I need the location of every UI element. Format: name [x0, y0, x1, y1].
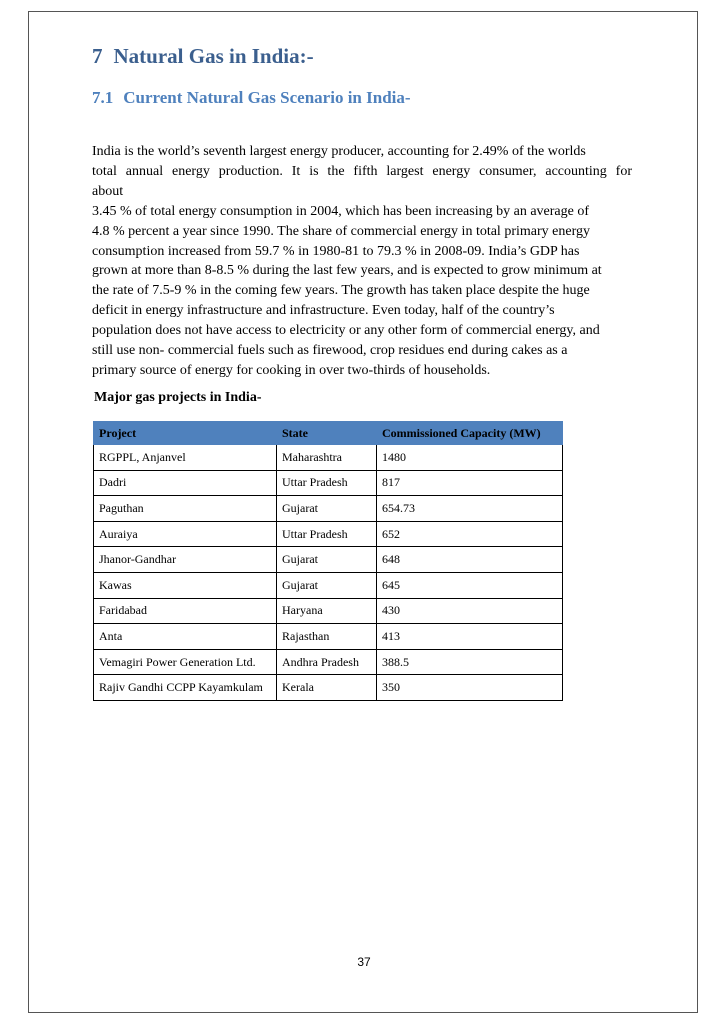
- cell-state: Gujarat: [277, 496, 377, 522]
- paragraph-line: total annual energy production. It is the fifth largest energy consumer, accounting for: [92, 163, 632, 179]
- table-row: [94, 496, 563, 522]
- paragraph-line: about: [92, 183, 124, 199]
- cell-project: Paguthan: [94, 496, 277, 522]
- paragraph-line: consumption increased from 59.7 % in 1980-81 to 79.3 % in 2008-09. India’s GDP has: [92, 243, 580, 259]
- subsection-heading: [92, 88, 411, 108]
- paragraph-line: primary source of energy for cooking in over two-thirds of households.: [92, 362, 491, 378]
- cell-project: Faridabad: [94, 598, 277, 624]
- header-capacity: Commissioned Capacity (MW): [377, 422, 563, 445]
- cell-project: Rajiv Gandhi CCPP Kayamkulam: [94, 675, 277, 701]
- table-row: [94, 624, 563, 650]
- cell-state: Uttar Pradesh: [277, 470, 377, 496]
- cell-state: Rajasthan: [277, 624, 377, 650]
- cell-capacity: 350: [377, 675, 563, 701]
- paragraph-line: grown at more than 8-8.5 % during the last few years, and is expected to grow minimum at: [92, 263, 602, 279]
- cell-project: Vemagiri Power Generation Ltd.: [94, 649, 277, 675]
- section-number: 7: [92, 44, 103, 68]
- table-row: [94, 649, 563, 675]
- cell-project: Kawas: [94, 572, 277, 598]
- cell-capacity: 648: [377, 547, 563, 573]
- paragraph-line: deficit in energy infrastructure and infrastructure. Even today, half of the country’s: [92, 303, 555, 319]
- cell-project: RGPPL, Anjanvel: [94, 445, 277, 471]
- cell-capacity: 430: [377, 598, 563, 624]
- subsection-title: Current Natural Gas Scenario in India-: [123, 88, 411, 107]
- cell-state: Gujarat: [277, 572, 377, 598]
- paragraph-line: the rate of 7.5-9 % in the coming few years. The growth has taken place despite the huge: [92, 283, 590, 299]
- cell-capacity: 388.5: [377, 649, 563, 675]
- table-title: Major gas projects in India-: [94, 390, 262, 405]
- cell-state: Uttar Pradesh: [277, 521, 377, 547]
- table-row: [94, 445, 563, 471]
- cell-state: Haryana: [277, 598, 377, 624]
- paragraph-line: still use non- commercial fuels such as firewood, crop residues end during cakes as a: [92, 343, 568, 359]
- cell-state: Gujarat: [277, 547, 377, 573]
- cell-project: Jhanor-Gandhar: [94, 547, 277, 573]
- table-row: [94, 598, 563, 624]
- paragraph-line: 3.45 % of total energy consumption in 2004, which has been increasing by an average of: [92, 203, 589, 219]
- table-row: [94, 547, 563, 573]
- cell-project: Auraiya: [94, 521, 277, 547]
- paragraph-line: India is the world’s seventh largest energy producer, accounting for 2.49% of the worlds: [92, 144, 586, 159]
- cell-capacity: 654.73: [377, 496, 563, 522]
- cell-capacity: 652: [377, 521, 563, 547]
- paragraph-line: population does not have access to electricity or any other form of commercial energy, and: [92, 323, 600, 339]
- table-row: [94, 521, 563, 547]
- cell-state: Maharashtra: [277, 445, 377, 471]
- header-state: State: [277, 422, 377, 445]
- page-number: 37: [357, 955, 371, 969]
- cell-capacity: 1480: [377, 445, 563, 471]
- section-title: Natural Gas in India:-: [113, 44, 314, 68]
- table-row: [94, 470, 563, 496]
- cell-project: Dadri: [94, 470, 277, 496]
- table-row: [94, 572, 563, 598]
- body-paragraph: [92, 142, 632, 381]
- section-heading: [92, 44, 314, 69]
- gas-projects-table: [93, 421, 563, 701]
- cell-state: Andhra Pradesh: [277, 649, 377, 675]
- header-project: Project: [94, 422, 277, 445]
- cell-project: Anta: [94, 624, 277, 650]
- cell-capacity: 645: [377, 572, 563, 598]
- paragraph-line: 4.8 % percent a year since 1990. The share of commercial energy in total primary energy: [92, 223, 590, 239]
- table-row: [94, 675, 563, 701]
- table-header-row: [94, 422, 563, 445]
- cell-capacity: 817: [377, 470, 563, 496]
- cell-capacity: 413: [377, 624, 563, 650]
- subsection-number: 7.1: [92, 88, 114, 107]
- cell-state: Kerala: [277, 675, 377, 701]
